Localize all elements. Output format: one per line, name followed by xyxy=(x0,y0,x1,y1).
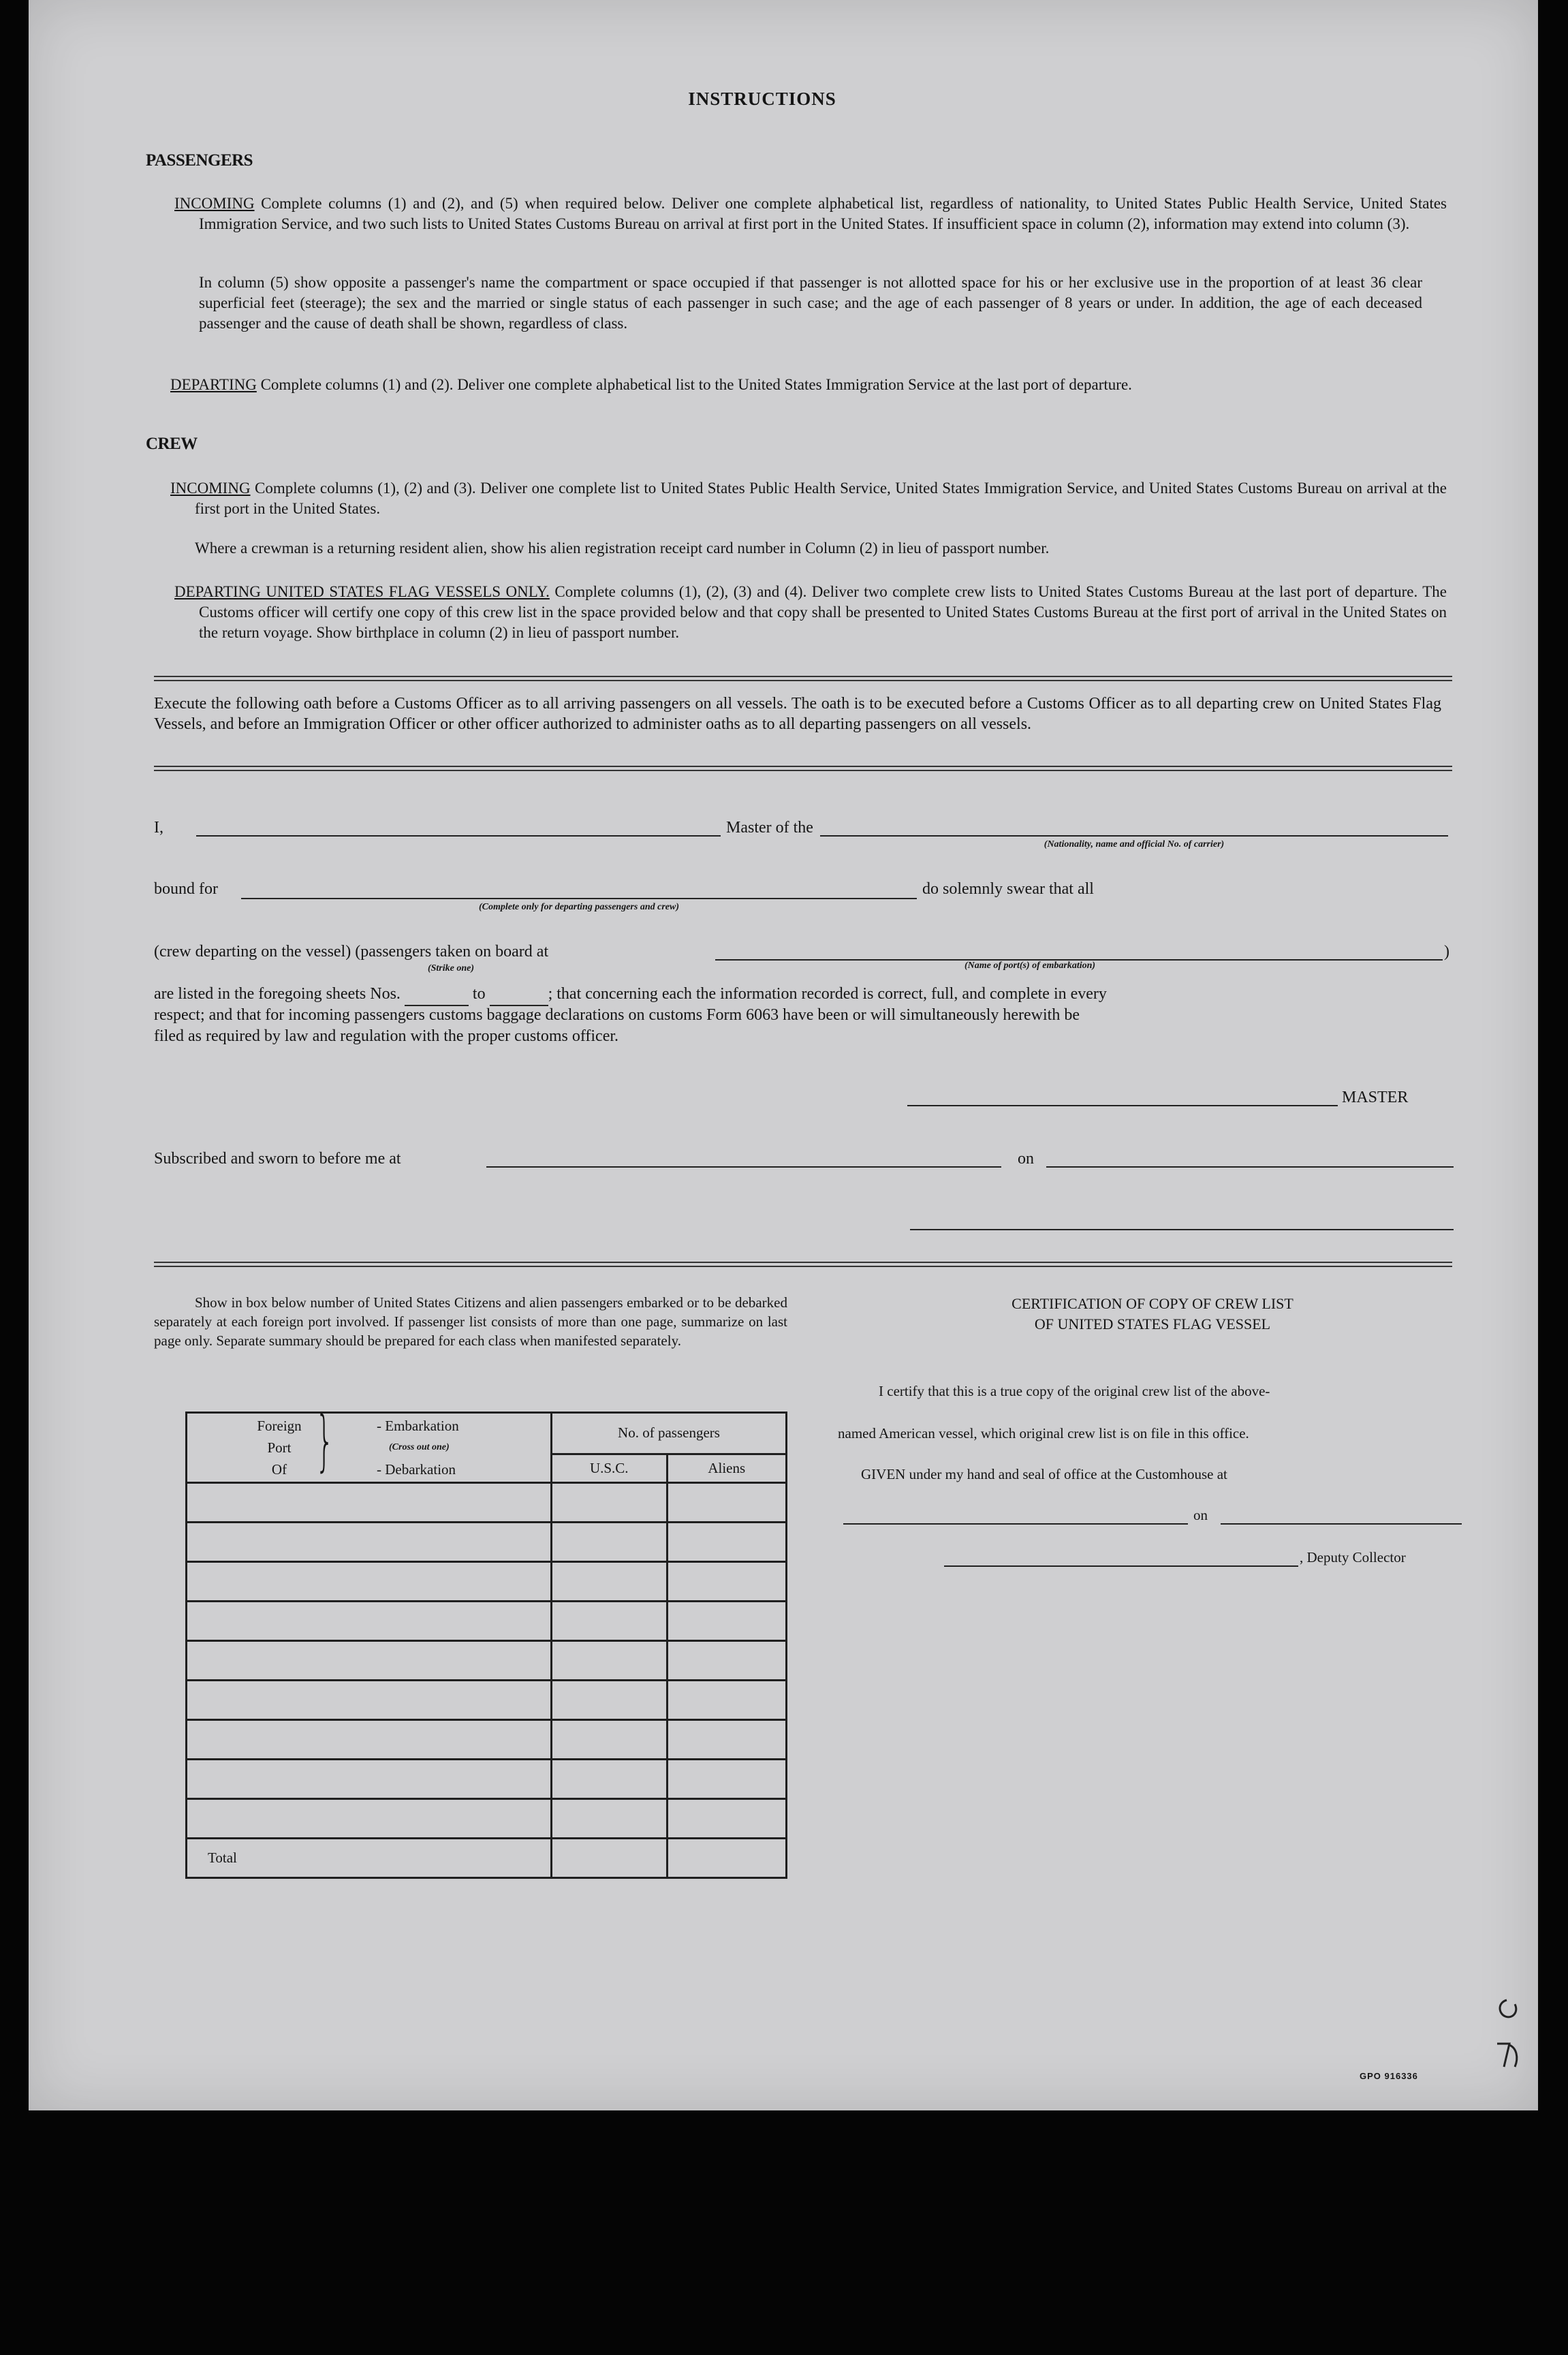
passenger-summary-table xyxy=(185,1403,787,1879)
usc-cell[interactable] xyxy=(551,1760,667,1799)
certification-title-2: OF UNITED STATES FLAG VESSEL xyxy=(1034,1315,1271,1332)
deputy-collector-label: , Deputy Collector xyxy=(1300,1549,1406,1565)
aliens-cell[interactable] xyxy=(667,1760,787,1799)
listed-line-3: respect; and that for incoming passengers customs baggage declarations on customs Form 6063 have been or will simultaneously herewith be xyxy=(154,1006,1080,1024)
total-label-cell xyxy=(187,1839,552,1878)
aliens-header: Aliens xyxy=(667,1454,787,1482)
usc-cell[interactable] xyxy=(551,1799,667,1839)
bound-for-label: bound for xyxy=(154,880,218,898)
aliens-cell[interactable] xyxy=(667,1602,787,1641)
given-line: GIVEN under my hand and seal of office at the Customhouse at xyxy=(861,1466,1227,1482)
aliens-cell[interactable] xyxy=(667,1720,787,1760)
carrier-field[interactable] xyxy=(820,835,1448,837)
aliens-cell[interactable] xyxy=(667,1483,787,1523)
master-signature-field[interactable] xyxy=(907,1105,1338,1106)
total-aliens-cell[interactable] xyxy=(667,1839,787,1878)
complete-only-caption: (Complete only for departing passengers and crew) xyxy=(479,902,679,912)
port-cell[interactable] xyxy=(187,1720,552,1760)
cross-out-caption: (Cross out one) xyxy=(389,1442,450,1452)
foreign-port-header xyxy=(187,1403,552,1483)
crew-incoming-label: INCOMING xyxy=(170,480,251,497)
foreign-label: Foreign xyxy=(257,1418,302,1434)
usc-cell[interactable] xyxy=(551,1562,667,1602)
debarkation-label: - Debarkation xyxy=(377,1461,456,1478)
aliens-cell[interactable] xyxy=(667,1799,787,1839)
crew-departing-paragraph xyxy=(174,582,1447,643)
master-of-the-label: Master of the xyxy=(726,819,813,837)
gpo-code: GPO 916336 xyxy=(1360,2071,1418,2081)
ports-caption: (Name of port(s) of embarkation) xyxy=(964,961,1096,971)
sworn-on-label: on xyxy=(1018,1150,1034,1168)
crew-passengers-label: (crew departing on the vessel) (passengers taken on board at xyxy=(154,943,549,961)
usc-cell[interactable] xyxy=(551,1720,667,1760)
customhouse-field[interactable] xyxy=(843,1523,1188,1525)
oath-intro: Execute the following oath before a Customs Officer as to all arriving passengers on all vessels. The oath is to be executed before a Customs Officer as to all departing crew on United States Flag Vessels, and before an Immigration Officer or other officer authorized to administer oaths as to all departing passengers on all vessels. xyxy=(154,695,1441,733)
lower-divider xyxy=(154,1262,1452,1267)
certification-date-field[interactable] xyxy=(1221,1523,1462,1525)
crew-alien-paragraph: Where a crewman is a returning resident alien, show his alien registration receipt card number in Column (2) in lieu of passport number. xyxy=(195,540,1050,557)
do-solemnly-label: do solemnly swear that all xyxy=(922,880,1094,898)
certification-on-label: on xyxy=(1193,1507,1208,1523)
sheet-to-field[interactable] xyxy=(490,984,548,1006)
close-paren: ) xyxy=(1444,943,1449,961)
crew-incoming-text: Complete columns (1), (2) and (3). Deliver one complete list to United States Public Health Service, United States Immigration Service, and United States Customs Bureau on arrival at the first port in the United States. xyxy=(195,480,1447,517)
port-cell[interactable] xyxy=(187,1483,552,1523)
aliens-cell[interactable] xyxy=(667,1681,787,1720)
aliens-cell[interactable] xyxy=(667,1562,787,1602)
usc-cell[interactable] xyxy=(551,1681,667,1720)
port-cell[interactable] xyxy=(187,1602,552,1641)
total-label: Total xyxy=(208,1850,237,1866)
aliens-cell[interactable] xyxy=(667,1641,787,1681)
passengers-departing-paragraph xyxy=(170,375,1447,395)
aliens-cell[interactable] xyxy=(667,1523,787,1562)
port-cell[interactable] xyxy=(187,1641,552,1681)
crew-heading: CREW xyxy=(146,435,198,453)
crew-departing-text: Complete columns (1), (2), (3) and (4). Deliver two complete crew lists to United States Customs Bureau at the last port of departure. The Customs officer will certify one copy of this crew list in the space provided below and that copy shall be presented to United States Customs Bureau at the first port of arrival in the United States on the return voyage. Show birthplace in column (2) in lieu of passport number. xyxy=(199,583,1447,641)
strike-one-caption: (Strike one) xyxy=(427,963,475,973)
port-label: Port xyxy=(267,1439,292,1456)
departing-text: Complete columns (1) and (2). Deliver one complete alphabetical list to the United States Immigration Service at the last port of departure. xyxy=(260,376,1132,393)
listed-text-2: ; that concerning each the information recorded is correct, full, and complete in every xyxy=(548,985,1107,1003)
port-cell[interactable] xyxy=(187,1760,552,1799)
sworn-place-field[interactable] xyxy=(486,1166,1001,1168)
crew-departing-label: DEPARTING UNITED STATES FLAG VESSELS ONLY. xyxy=(174,583,550,600)
listed-line-4: filed as required by law and regulation with the proper customs officer. xyxy=(154,1027,619,1045)
instructions-title: INSTRUCTIONS xyxy=(688,89,836,109)
embarkation-label: - Embarkation xyxy=(377,1418,459,1434)
master-name-field[interactable] xyxy=(196,835,721,837)
brace-icon: } xyxy=(315,1403,334,1479)
usc-cell[interactable] xyxy=(551,1602,667,1641)
handwritten-mark-icon xyxy=(1492,1996,1533,2078)
oath-divider xyxy=(154,766,1452,771)
nationality-caption: (Nationality, name and official No. of carrier) xyxy=(1044,839,1225,849)
section-divider xyxy=(154,676,1452,681)
subscribed-label: Subscribed and sworn to before me at xyxy=(154,1150,401,1168)
bound-for-field[interactable] xyxy=(241,898,917,899)
usc-cell[interactable] xyxy=(551,1641,667,1681)
certification-title-1: CERTIFICATION OF COPY OF CREW LIST xyxy=(1012,1295,1293,1312)
summary-instructions: Show in box below number of United States Citizens and alien passengers embarked or to be debarked separately at each foreign port involved. If passenger list consists of more than one page, summarize on last page only. Separate summary should be prepared for each class when manifested separately. xyxy=(154,1294,787,1349)
listed-to: to xyxy=(472,985,486,1003)
usc-header: U.S.C. xyxy=(551,1454,667,1482)
passengers-heading: PASSENGERS xyxy=(146,151,253,170)
listed-text-1: are listed in the foregoing sheets Nos. xyxy=(154,985,401,1003)
oath-i: I, xyxy=(154,819,163,837)
port-cell[interactable] xyxy=(187,1681,552,1720)
no-of-passengers-header: No. of passengers xyxy=(551,1413,786,1454)
total-usc-cell[interactable] xyxy=(551,1839,667,1878)
certify-line-2: named American vessel, which original crew list is on file in this office. xyxy=(838,1425,1249,1441)
officer-signature-field[interactable] xyxy=(910,1229,1454,1230)
crew-incoming-paragraph xyxy=(170,478,1447,519)
departing-label: DEPARTING xyxy=(170,376,257,393)
incoming-label: INCOMING xyxy=(174,195,255,212)
certify-line-1: I certify that this is a true copy of the original crew list of the above- xyxy=(879,1383,1270,1399)
port-cell[interactable] xyxy=(187,1523,552,1562)
form-page xyxy=(29,0,1538,2110)
column5-paragraph: In column (5) show opposite a passenger's name the compartment or space occupied if that passenger is not allotted space for his or her exclusive use in the proportion of at least 36 clear superficial feet (steerage); the sex and the married or single status of each passenger in such case; and the age of each passenger of 8 years or under. In addition, the age of each deceased passenger and the cause of death shall be shown, regardless of class. xyxy=(199,274,1422,332)
usc-cell[interactable] xyxy=(551,1523,667,1562)
deputy-collector-signature-field[interactable] xyxy=(944,1565,1298,1567)
sheet-from-field[interactable] xyxy=(405,984,469,1006)
usc-cell[interactable] xyxy=(551,1483,667,1523)
of-label: Of xyxy=(271,1461,287,1478)
passengers-incoming-paragraph xyxy=(174,193,1447,234)
port-cell[interactable] xyxy=(187,1562,552,1602)
master-signature-label: MASTER xyxy=(1342,1089,1409,1106)
incoming-text: Complete columns (1) and (2), and (5) when required below. Deliver one complete alphabetical list, regardless of nationality, to United States Public Health Service, United States Immigration Service, and two such lists to United States Customs Bureau on arrival at first port in the United States. If insufficient space in column (2), information may extend into column (3). xyxy=(199,195,1447,232)
port-cell[interactable] xyxy=(187,1799,552,1839)
sworn-date-field[interactable] xyxy=(1046,1166,1454,1168)
listed-line-1 xyxy=(154,984,1107,1006)
